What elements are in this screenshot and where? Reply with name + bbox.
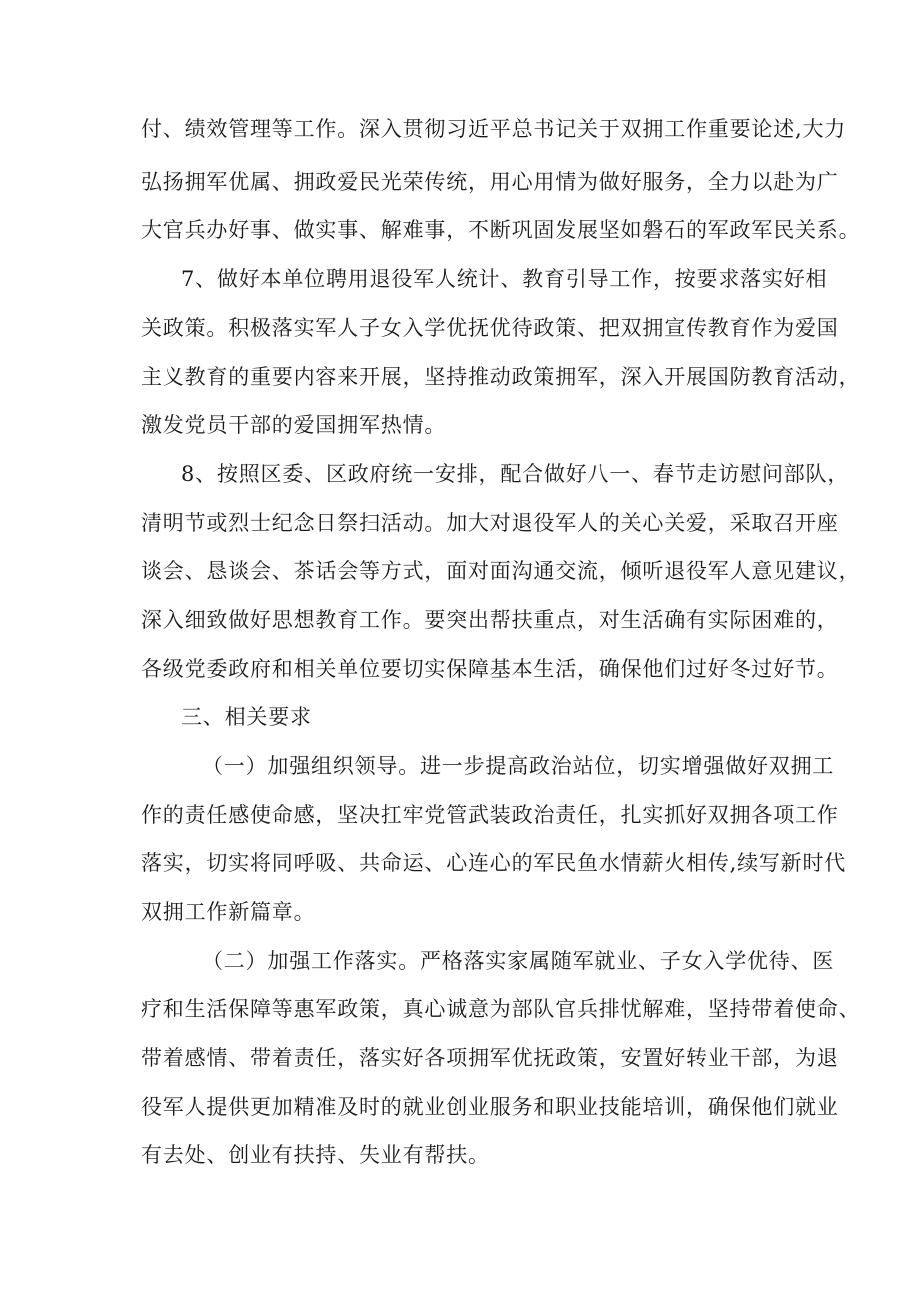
text-line: 双拥工作新篇章。 — [141, 900, 316, 924]
text-line: 主义教育的重要内容来开展，坚持推动政策拥军，深入开展国防教育活动， — [141, 365, 861, 389]
text-line: 役军人提供更加精准及时的就业创业服务和职业技能培训，确保他们就业 — [141, 1095, 839, 1119]
text-line: 带着感情、带着责任，落实好各项拥军优抚政策，安置好转业干部，为退 — [141, 1046, 839, 1070]
text-line: 大官兵办好事、做实事、解难事，不断巩固发展坚如磐石的军政军民关系。 — [141, 218, 861, 242]
text-line: 清明节或烈士纪念日祭扫活动。加大对退役军人的关心关爱，采取召开座 — [141, 511, 839, 535]
text-line: 激发党员干部的爱国拥军热情。 — [141, 413, 447, 437]
section-heading: 三、相关要求 — [181, 705, 312, 729]
text-line: 作的责任感使命感，坚决扛牢党管武装政治责任，扎实抓好双拥各项工作 — [141, 803, 839, 827]
text-line: 疗和生活保障等惠军政策，真心诚意为部队官兵排忧解难，坚持带着使命、 — [141, 997, 861, 1021]
text-line: 深入细致做好思想教育工作。要突出帮扶重点，对生活确有实际困难的， — [141, 608, 839, 632]
text-line: 落实，切实将同呼吸、共命运、心连心的军民鱼水情薪火相传,续写新时代 — [141, 851, 847, 875]
text-line: 弘扬拥军优属、拥政爱民光荣传统，用心用情为做好服务，全力以赴为广 — [141, 170, 839, 194]
text-line: （二）加强工作落实。严格落实家属随军就业、子女入学优待、医 — [202, 949, 835, 973]
text-line: 付、绩效管理等工作。深入贯彻习近平总书记关于双拥工作重要论述,大力 — [141, 117, 847, 141]
text-line: 关政策。积极落实军人子女入学优抚优待政策、把双拥宣传教育作为爱国 — [141, 316, 839, 340]
text-line: 有去处、创业有扶持、失业有帮扶。 — [141, 1143, 490, 1167]
text-line: 8、按照区委、区政府统一安排，配合做好八一、春节走访慰问部队， — [181, 462, 850, 486]
text-line: 各级党委政府和相关单位要切实保障基本生活，确保他们过好冬过好节。 — [141, 657, 839, 681]
text-line: （一）加强组织领导。进一步提高政治站位，切实增强做好双拥工 — [202, 754, 835, 778]
text-line: 7、做好本单位聘用退役军人统计、教育引导工作，按要求落实好相 — [181, 267, 828, 291]
text-line: 谈会、恳谈会、茶话会等方式，面对面沟通交流，倾听退役军人意见建议， — [141, 559, 861, 583]
